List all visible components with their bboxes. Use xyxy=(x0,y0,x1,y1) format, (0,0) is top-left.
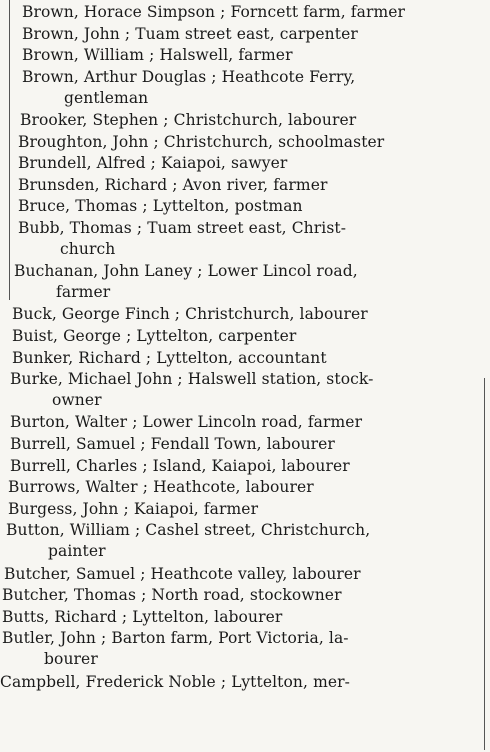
directory-entry xyxy=(10,434,335,455)
directory-entry xyxy=(6,520,370,562)
entry-text: Brown, Horace Simpson ; Forncett farm, farmer xyxy=(22,3,406,21)
directory-entry xyxy=(22,24,358,45)
entry-text: Burrell, Samuel ; Fendall Town, labourer xyxy=(10,435,335,453)
entry-text: Butts, Richard ; Lyttelton, labourer xyxy=(2,607,283,626)
directory-entry xyxy=(8,499,258,520)
directory-entry xyxy=(10,456,350,477)
directory-entry xyxy=(10,369,373,411)
entry-text: Brundell, Alfred ; Kaiapoi, sawyer xyxy=(18,154,288,173)
directory-entry xyxy=(22,45,293,66)
directory-entry xyxy=(12,326,296,347)
entry-text: Brunsden, Richard ; Avon river, farmer xyxy=(18,175,328,194)
entry-continuation: gentleman xyxy=(64,88,149,107)
entry-text: Bunker, Richard ; Lyttelton, accountant xyxy=(12,348,327,367)
directory-entry xyxy=(2,585,342,606)
entry-text: Butcher, Samuel ; Heathcote valley, labourer xyxy=(4,564,361,583)
directory-entry xyxy=(0,672,350,693)
entry-text: Brooker, Stephen ; Christchurch, labourer xyxy=(20,111,357,129)
directory-entry xyxy=(22,2,405,23)
entry-continuation: farmer xyxy=(56,283,111,302)
entry-text: Burton, Walter ; Lower Lincoln road, farmer xyxy=(10,413,363,432)
entry-text: Burgess, John ; Kaiapoi, farmer xyxy=(8,499,259,518)
directory-entry xyxy=(14,261,358,303)
directory-entry xyxy=(8,477,314,498)
directory-entry xyxy=(18,132,384,153)
right-column-rule xyxy=(484,378,485,750)
directory-entry xyxy=(2,607,282,628)
directory-entry xyxy=(12,304,368,325)
entry-text: Buchanan, John Laney ; Lower Lincol road, xyxy=(14,262,358,281)
left-column-rule xyxy=(9,0,10,300)
directory-entry xyxy=(2,628,349,670)
entry-text: Buck, George Finch ; Christchurch, labourer xyxy=(12,305,368,324)
entry-text: Brown, Arthur Douglas ; Heathcote Ferry, xyxy=(22,67,356,86)
directory-entry xyxy=(20,110,356,131)
entry-continuation: bourer xyxy=(44,650,98,669)
entry-text: Brown, William ; Halswell, farmer xyxy=(22,46,293,65)
entry-text: Burrows, Walter ; Heathcote, labourer xyxy=(8,478,314,497)
entry-text: Button, William ; Cashel street, Christchurch, xyxy=(6,521,371,540)
directory-entry xyxy=(18,218,346,260)
directory-entry xyxy=(10,412,362,433)
entry-text: Burrell, Charles ; Island, Kaiapoi, labourer xyxy=(10,456,350,475)
entry-text: Campbell, Frederick Noble ; Lyttelton, mer- xyxy=(0,672,350,691)
directory-entry xyxy=(4,564,361,585)
entry-text: Bruce, Thomas ; Lyttelton, postman xyxy=(18,197,303,216)
entry-text: Butcher, Thomas ; North road, stockowner xyxy=(2,586,342,605)
entry-text: Butler, John ; Barton farm, Port Victoria, la- xyxy=(2,629,349,648)
entry-text: Buist, George ; Lyttelton, carpenter xyxy=(12,327,297,345)
directory-entry xyxy=(18,175,327,196)
entry-text: Brown, John ; Tuam street east, carpenter xyxy=(22,24,358,43)
entry-continuation: owner xyxy=(52,391,102,410)
directory-entry xyxy=(18,196,303,217)
entry-text: Bubb, Thomas ; Tuam street east, Christ- xyxy=(18,219,347,237)
entry-continuation: church xyxy=(60,240,116,258)
entry-continuation: painter xyxy=(48,542,106,561)
directory-entry xyxy=(22,67,355,109)
directory-entry xyxy=(18,153,287,174)
entry-text: Broughton, John ; Christchurch, schoolmaster xyxy=(18,132,385,151)
directory-entry xyxy=(12,348,327,369)
entry-text: Burke, Michael John ; Halswell station, stock- xyxy=(10,370,374,389)
